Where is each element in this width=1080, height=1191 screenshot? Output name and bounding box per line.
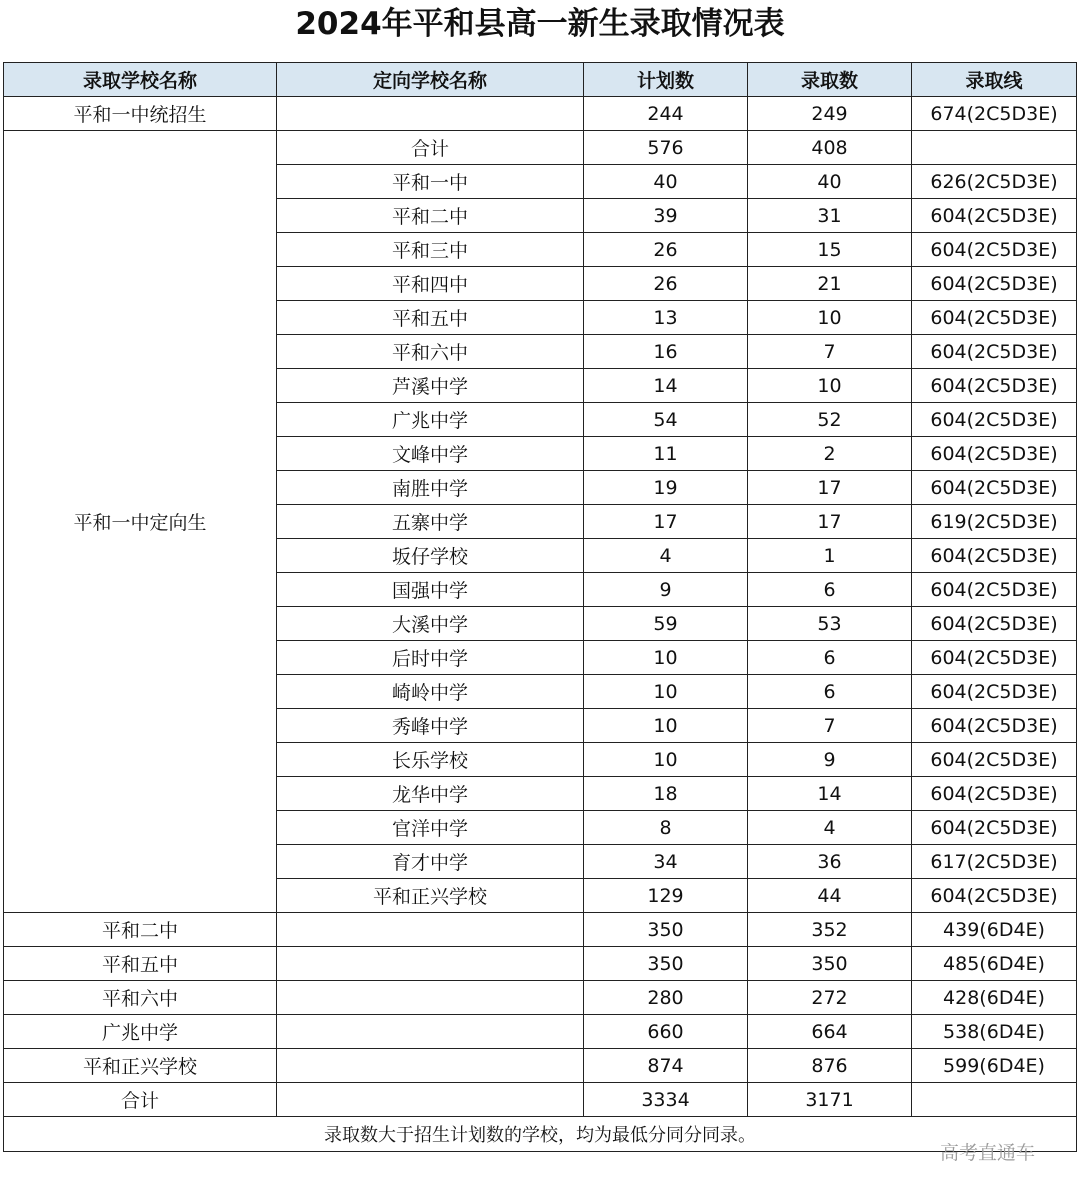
admitted-cell: 17 (748, 505, 912, 539)
plan-cell: 40 (584, 165, 748, 199)
admitted-cell: 6 (748, 675, 912, 709)
plan-cell: 280 (584, 981, 748, 1015)
table-row (4, 131, 1077, 165)
cutoff-cell: 604(2C5D3E) (912, 539, 1077, 573)
cutoff-cell: 604(2C5D3E) (912, 267, 1077, 301)
table-row (4, 1049, 1077, 1083)
plan-cell: 59 (584, 607, 748, 641)
cutoff-cell: 604(2C5D3E) (912, 641, 1077, 675)
plan-cell: 19 (584, 471, 748, 505)
cutoff-cell: 674(2C5D3E) (912, 97, 1077, 131)
plan-cell: 660 (584, 1015, 748, 1049)
directed-cell: 文峰中学 (277, 437, 584, 471)
admitted-cell: 2 (748, 437, 912, 471)
admitted-cell: 36 (748, 845, 912, 879)
directed-cell (277, 1015, 584, 1049)
school-cell: 平和六中 (4, 981, 277, 1015)
admitted-cell: 249 (748, 97, 912, 131)
cutoff-cell: 428(6D4E) (912, 981, 1077, 1015)
plan-cell: 34 (584, 845, 748, 879)
watermark: 高考直通车 (940, 1142, 1036, 1164)
cutoff-cell: 604(2C5D3E) (912, 199, 1077, 233)
cutoff-cell: 617(2C5D3E) (912, 845, 1077, 879)
directed-cell: 国强中学 (277, 573, 584, 607)
plan-cell: 26 (584, 233, 748, 267)
header-admitted: 录取数 (748, 63, 912, 97)
admitted-cell: 14 (748, 777, 912, 811)
plan-cell: 18 (584, 777, 748, 811)
directed-cell (277, 1049, 584, 1083)
cutoff-cell: 485(6D4E) (912, 947, 1077, 981)
directed-cell: 广兆中学 (277, 403, 584, 437)
directed-cell (277, 913, 584, 947)
plan-cell: 10 (584, 675, 748, 709)
directed-cell: 平和正兴学校 (277, 879, 584, 913)
directed-cell: 大溪中学 (277, 607, 584, 641)
directed-cell (277, 1083, 584, 1117)
directed-cell: 合计 (277, 131, 584, 165)
directed-cell: 平和四中 (277, 267, 584, 301)
table-row (4, 981, 1077, 1015)
directed-cell: 平和二中 (277, 199, 584, 233)
admitted-cell: 53 (748, 607, 912, 641)
school-cell: 合计 (4, 1083, 277, 1117)
directed-cell: 后时中学 (277, 641, 584, 675)
admitted-cell: 10 (748, 369, 912, 403)
directed-cell (277, 981, 584, 1015)
plan-cell: 244 (584, 97, 748, 131)
cutoff-cell: 604(2C5D3E) (912, 709, 1077, 743)
cutoff-cell: 604(2C5D3E) (912, 301, 1077, 335)
plan-cell: 9 (584, 573, 748, 607)
plan-cell: 10 (584, 709, 748, 743)
directed-cell: 平和五中 (277, 301, 584, 335)
directed-cell: 秀峰中学 (277, 709, 584, 743)
admitted-cell: 664 (748, 1015, 912, 1049)
directed-cell: 长乐学校 (277, 743, 584, 777)
table-body (4, 97, 1077, 1117)
admitted-cell: 21 (748, 267, 912, 301)
directed-cell: 平和一中 (277, 165, 584, 199)
cutoff-cell: 538(6D4E) (912, 1015, 1077, 1049)
cutoff-cell (912, 1083, 1077, 1117)
page-title: 2024年平和县高一新生录取情况表 (295, 6, 785, 42)
directed-cell: 平和三中 (277, 233, 584, 267)
directed-cell: 龙华中学 (277, 777, 584, 811)
cutoff-cell: 626(2C5D3E) (912, 165, 1077, 199)
header-cutoff: 录取线 (912, 63, 1077, 97)
table-row (4, 947, 1077, 981)
table-row (4, 913, 1077, 947)
cutoff-cell: 604(2C5D3E) (912, 811, 1077, 845)
directed-cell (277, 97, 584, 131)
admitted-cell: 31 (748, 199, 912, 233)
cutoff-cell: 604(2C5D3E) (912, 777, 1077, 811)
directed-cell (277, 947, 584, 981)
cutoff-cell: 604(2C5D3E) (912, 403, 1077, 437)
table-row (4, 97, 1077, 131)
plan-cell: 3334 (584, 1083, 748, 1117)
header-plan: 计划数 (584, 63, 748, 97)
cutoff-cell: 604(2C5D3E) (912, 233, 1077, 267)
school-cell: 平和一中定向生 (4, 131, 277, 913)
directed-cell: 官洋中学 (277, 811, 584, 845)
cutoff-cell (912, 131, 1077, 165)
plan-cell: 14 (584, 369, 748, 403)
school-cell: 广兆中学 (4, 1015, 277, 1049)
admitted-cell: 52 (748, 403, 912, 437)
admitted-cell: 17 (748, 471, 912, 505)
plan-cell: 576 (584, 131, 748, 165)
header-directed-school: 定向学校名称 (277, 63, 584, 97)
cutoff-cell: 604(2C5D3E) (912, 675, 1077, 709)
cutoff-cell: 604(2C5D3E) (912, 369, 1077, 403)
directed-cell: 平和六中 (277, 335, 584, 369)
admitted-cell: 40 (748, 165, 912, 199)
directed-cell: 育才中学 (277, 845, 584, 879)
cutoff-cell: 604(2C5D3E) (912, 607, 1077, 641)
header-school: 录取学校名称 (4, 63, 277, 97)
admitted-cell: 15 (748, 233, 912, 267)
footnote-row (4, 1117, 1077, 1152)
directed-cell: 坂仔学校 (277, 539, 584, 573)
school-cell: 平和五中 (4, 947, 277, 981)
school-cell: 平和一中统招生 (4, 97, 277, 131)
cutoff-cell: 604(2C5D3E) (912, 743, 1077, 777)
admitted-cell: 1 (748, 539, 912, 573)
directed-cell: 南胜中学 (277, 471, 584, 505)
plan-cell: 129 (584, 879, 748, 913)
table-row (4, 1015, 1077, 1049)
cutoff-cell: 604(2C5D3E) (912, 335, 1077, 369)
admitted-cell: 350 (748, 947, 912, 981)
cutoff-cell: 599(6D4E) (912, 1049, 1077, 1083)
plan-cell: 54 (584, 403, 748, 437)
plan-cell: 11 (584, 437, 748, 471)
plan-cell: 4 (584, 539, 748, 573)
plan-cell: 350 (584, 947, 748, 981)
plan-cell: 16 (584, 335, 748, 369)
footnote: 录取数大于招生计划数的学校，均为最低分同分同录。 (4, 1117, 1077, 1152)
admitted-cell: 7 (748, 335, 912, 369)
plan-cell: 874 (584, 1049, 748, 1083)
admitted-cell: 10 (748, 301, 912, 335)
directed-cell: 芦溪中学 (277, 369, 584, 403)
directed-cell: 崎岭中学 (277, 675, 584, 709)
admitted-cell: 7 (748, 709, 912, 743)
plan-cell: 17 (584, 505, 748, 539)
school-cell: 平和二中 (4, 913, 277, 947)
plan-cell: 350 (584, 913, 748, 947)
plan-cell: 13 (584, 301, 748, 335)
admitted-cell: 408 (748, 131, 912, 165)
admitted-cell: 44 (748, 879, 912, 913)
table-row (4, 1083, 1077, 1117)
cutoff-cell: 604(2C5D3E) (912, 879, 1077, 913)
admission-table (3, 62, 1077, 1152)
plan-cell: 26 (584, 267, 748, 301)
admitted-cell: 6 (748, 641, 912, 675)
cutoff-cell: 604(2C5D3E) (912, 471, 1077, 505)
admitted-cell: 272 (748, 981, 912, 1015)
admitted-cell: 3171 (748, 1083, 912, 1117)
cutoff-cell: 604(2C5D3E) (912, 437, 1077, 471)
plan-cell: 8 (584, 811, 748, 845)
cutoff-cell: 604(2C5D3E) (912, 573, 1077, 607)
admitted-cell: 876 (748, 1049, 912, 1083)
cutoff-cell: 439(6D4E) (912, 913, 1077, 947)
plan-cell: 10 (584, 743, 748, 777)
header-row (4, 63, 1077, 97)
plan-cell: 39 (584, 199, 748, 233)
admitted-cell: 6 (748, 573, 912, 607)
school-cell: 平和正兴学校 (4, 1049, 277, 1083)
admitted-cell: 352 (748, 913, 912, 947)
cutoff-cell: 619(2C5D3E) (912, 505, 1077, 539)
admitted-cell: 4 (748, 811, 912, 845)
directed-cell: 五寨中学 (277, 505, 584, 539)
plan-cell: 10 (584, 641, 748, 675)
admitted-cell: 9 (748, 743, 912, 777)
